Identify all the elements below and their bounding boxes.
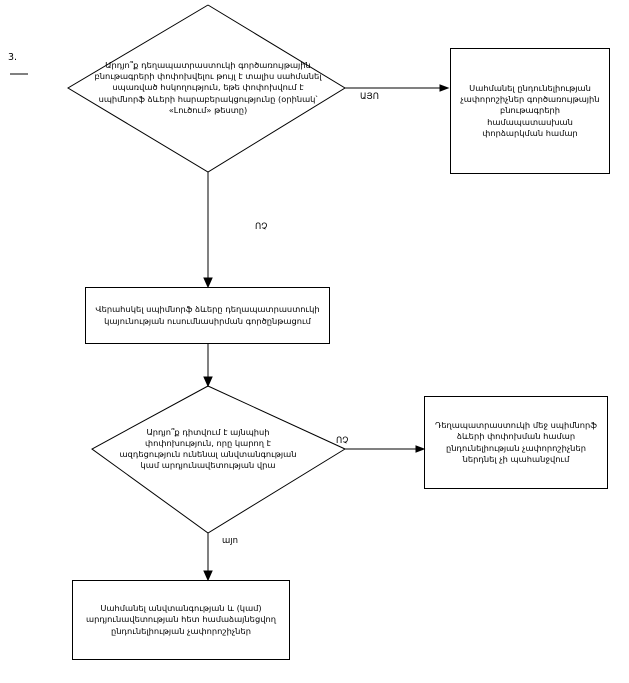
edge-label-yes-2: այո [222,536,238,546]
decision-node-1: Արդյո՞ք դեղապատրաստուկի գործառույթային բնութագրերի փոփոխվելու թույլ է տալիս սահմանել սպառված հսկողություն, եթե փոփոխվում է սպիմնորֆ ձևերի հարաբերակցությունը (օրինակ՝ «Լուծում» թեստը) [94,60,322,115]
edge-label-no-2: ՈՉ [336,436,349,446]
edge-label-yes-1: ԱՅՈ [360,92,379,102]
process-node-acceptance-criteria: Սահմանել ընդունելիության չափորոշիչներ գործառույթային բնութագրերի համապատասխան փորձարկման համար [450,48,610,174]
arrowhead-no2 [416,446,424,452]
edge-label-no-1: ՈՉ [255,222,268,232]
arrowhead-mid [204,377,212,386]
process-node-monitor-stability: Վերահսկել սպիմնորֆ ձևերը դեղապատրաստուկի կայունության ուսումնասիրման գործընթացում [85,287,330,344]
step-number: 3. [8,52,18,63]
arrowhead-yes1 [440,85,448,91]
arrowhead-yes2 [204,571,212,580]
decision-node-2: Արդյո՞ք դիտվում է այնպիսի փոփոխություն, որը կարող է ազդեցություն ունենալ անվտանգության կամ արդյունավետության վրա [119,426,297,471]
arrowhead-no1 [204,278,212,287]
process-node-no-criteria-needed: Դեղապատրաստուկի մեջ սպիմնորֆ ձևերի փոփոխման համար ընդունելիության չափորոշիչներ ներդնել չի պահանջվում [424,396,608,489]
process-node-safety-efficacy-criteria: Սահմանել անվտանգության և (կամ) արդյունավետության հետ համաձայնեցվող ընդունելիության չափորոշիչներ [72,580,290,660]
